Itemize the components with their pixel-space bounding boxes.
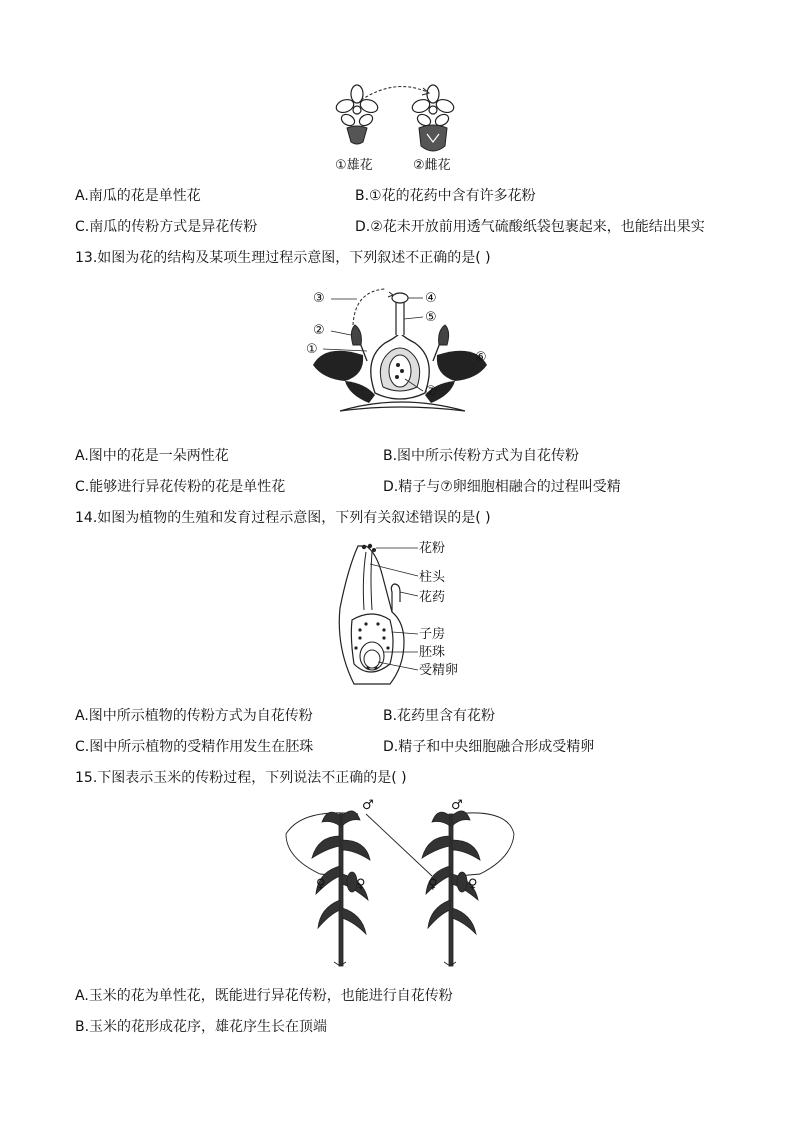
ovary-label: 子房 bbox=[419, 627, 446, 642]
flower-label-6: ⑥ bbox=[475, 350, 487, 365]
q14-stem: 14.如图为植物的生殖和发育过程示意图，下列有关叙述错误的是( ) bbox=[75, 510, 491, 526]
q13-option-d[interactable]: D.精子与⑦卵细胞相融合的过程叫受精 bbox=[383, 479, 621, 495]
q13-option-a[interactable]: A.图中的花是一朵两性花 bbox=[75, 448, 229, 464]
right-female-symbol-1: ♀ bbox=[428, 877, 438, 892]
q15-option-b[interactable]: B.玉米的花形成花序，雄花序生长在顶端 bbox=[75, 1019, 328, 1035]
left-male-symbol: ♂ bbox=[362, 798, 374, 813]
q15-stem: 15.下图表示玉米的传粉过程，下列说法不正确的是( ) bbox=[75, 770, 407, 786]
q13-stem: 13.如图为花的结构及某项生理过程示意图，下列叙述不正确的是( ) bbox=[75, 250, 491, 266]
flower-label-2: ② bbox=[313, 323, 325, 338]
flower-structure-figure bbox=[305, 283, 495, 418]
anther-label: 花药 bbox=[419, 590, 446, 605]
q12-option-d[interactable]: D.②花未开放前用透气硫酸纸袋包裹起来，也能结出果实 bbox=[355, 219, 705, 235]
female-flower-label: ②雌花 bbox=[413, 158, 451, 173]
flower-label-3: ③ bbox=[313, 291, 325, 306]
corn-pollination-figure bbox=[282, 796, 516, 972]
q13-option-c[interactable]: C.能够进行异花传粉的花是单性花 bbox=[75, 479, 286, 495]
pumpkin-flowers-figure bbox=[325, 80, 475, 178]
q13-option-b[interactable]: B.图中所示传粉方式为自花传粉 bbox=[383, 448, 580, 464]
q15-option-a[interactable]: A.玉米的花为单性花，既能进行异花传粉，也能进行自花传粉 bbox=[75, 988, 453, 1004]
zygote-label: 受精卵 bbox=[419, 663, 459, 678]
stigma-label: 柱头 bbox=[419, 570, 446, 585]
male-flower-label: ①雄花 bbox=[335, 158, 373, 173]
q14-option-b[interactable]: B.花药里含有花粉 bbox=[383, 708, 496, 724]
left-female-symbol-1: ♀ bbox=[316, 877, 326, 892]
q14-option-d[interactable]: D.精子和中央细胞融合形成受精卵 bbox=[383, 739, 595, 755]
flower-label-1: ① bbox=[306, 342, 318, 357]
flower-label-7: ⑦ bbox=[425, 384, 437, 399]
q12-option-a[interactable]: A.南瓜的花是单性花 bbox=[75, 188, 201, 204]
flower-label-4: ④ bbox=[425, 291, 437, 306]
flower-structure-drawing bbox=[305, 283, 495, 418]
q14-option-a[interactable]: A.图中所示植物的传粉方式为自花传粉 bbox=[75, 708, 313, 724]
pollen-label: 花粉 bbox=[419, 541, 446, 556]
pistil-diagram-figure bbox=[330, 538, 470, 688]
right-male-symbol: ♂ bbox=[451, 798, 463, 813]
ovule-label: 胚珠 bbox=[419, 645, 446, 660]
q12-option-b[interactable]: B.①花的花药中含有许多花粉 bbox=[355, 188, 536, 204]
right-female-symbol-2: ♀ bbox=[468, 877, 478, 892]
flower-label-5: ⑤ bbox=[425, 310, 437, 325]
q12-option-c[interactable]: C.南瓜的传粉方式是异花传粉 bbox=[75, 219, 258, 235]
q14-option-c[interactable]: C.图中所示植物的受精作用发生在胚珠 bbox=[75, 739, 314, 755]
left-female-symbol-2: ♀ bbox=[356, 877, 366, 892]
